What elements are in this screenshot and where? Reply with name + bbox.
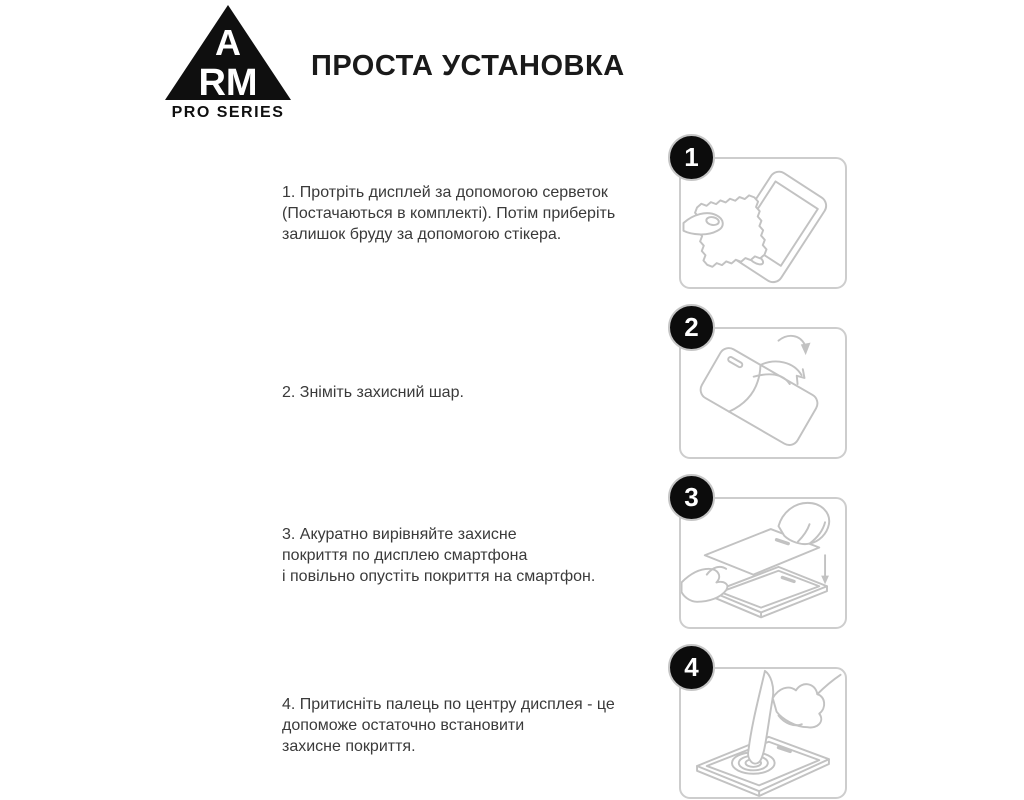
step-1-instruction: 1. Протріть дисплей за допомогою серветок (Постачаються в комплекті). Потім приберіть залишок бруду за допомогою стікера.	[282, 184, 616, 243]
step-3-instruction: 3. Акуратно вирівняйте захисне покриття по дисплею смартфона і повільно опустіть покриття на смартфон.	[282, 526, 596, 585]
press-center-illustration-icon	[681, 669, 845, 797]
step-1-number: 1	[684, 142, 699, 172]
left-hand	[682, 567, 728, 602]
step-4-number: 4	[684, 652, 699, 682]
align-glass-illustration-icon	[681, 499, 845, 627]
step-3-illustration-box	[679, 482, 847, 629]
pressing-hand	[748, 671, 840, 764]
step-2-illustration-box	[679, 312, 847, 459]
step-1-illustration-box	[679, 142, 847, 289]
logo-letter-a: A	[215, 22, 241, 63]
step-4-number-badge	[668, 644, 715, 691]
peel-direction-arrow	[779, 336, 811, 355]
step-3-number-badge	[668, 474, 715, 521]
lower-direction-arrow	[821, 555, 829, 584]
logo-subtitle: PRO SERIES	[171, 104, 285, 121]
glass-with-film	[697, 329, 830, 448]
wipe-display-illustration-icon	[681, 159, 845, 287]
step-3-number: 3	[684, 482, 699, 512]
step-4-illustration-box	[679, 652, 847, 799]
peel-layer-illustration-icon	[681, 329, 845, 457]
arm-logo-triangle-icon	[161, 3, 295, 121]
page-title: ПРОСТА УСТАНОВКА	[311, 50, 625, 82]
hand-wiping	[683, 213, 722, 234]
step-2-number: 2	[684, 312, 699, 342]
arm-pro-series-logo	[161, 3, 295, 121]
right-hand	[779, 503, 830, 544]
logo-letters-rm: RM	[198, 62, 258, 104]
step-2-number-badge	[668, 304, 715, 351]
step-2-instruction: 2. Зніміть захисний шар.	[282, 384, 464, 401]
step-1-number-badge	[668, 134, 715, 181]
smartphone-below	[713, 567, 827, 617]
step-4-instruction: 4. Притисніть палець по центру дисплея - це допоможе остаточно встановити захисне покриття.	[282, 696, 615, 755]
